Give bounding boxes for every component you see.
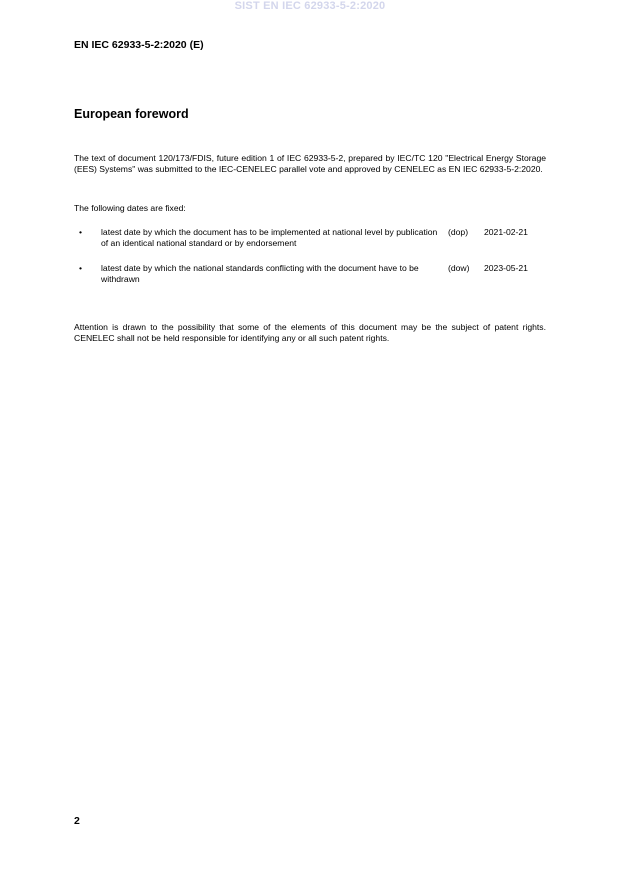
watermark: SIST EN IEC 62933-5-2:2020 <box>234 0 386 12</box>
date-item-date: 2021-02-21 <box>484 227 528 237</box>
document-id: EN IEC 62933-5-2:2020 (E) <box>74 39 204 51</box>
date-item-abbr: (dop) <box>448 227 469 237</box>
patent-notice: Attention is drawn to the possibility that some of the elements of this document may be the subject of patent rights. CENELEC shall not be held responsible for identifying any or all such patent rights. <box>74 322 546 343</box>
date-item-text: latest date by which the document has to be implemented at national level by publication of an identical national standard or by endorsement <box>101 227 438 248</box>
dates-intro: The following dates are fixed: <box>74 203 186 213</box>
date-item-abbr: (dow) <box>448 263 470 273</box>
date-item-text: latest date by which the national standards conflicting with the document have to be withdrawn <box>101 263 419 284</box>
foreword-paragraph: The text of document 120/173/FDIS, future edition 1 of IEC 62933-5-2, prepared by IEC/TC 120 "Electrical Energy Storage (EES) Systems" was submitted to the IEC-CENELEC parallel vote and approved by CENELEC as EN IEC 62933-5-2:2020. <box>74 153 546 174</box>
date-item-dop <box>74 227 546 251</box>
bullet-icon: • <box>79 227 83 237</box>
date-item-date: 2023-05-21 <box>484 263 528 273</box>
bullet-icon: • <box>79 263 83 273</box>
page-number: 2 <box>74 815 80 827</box>
date-item-dow <box>74 263 546 287</box>
section-heading: European foreword <box>74 107 189 121</box>
